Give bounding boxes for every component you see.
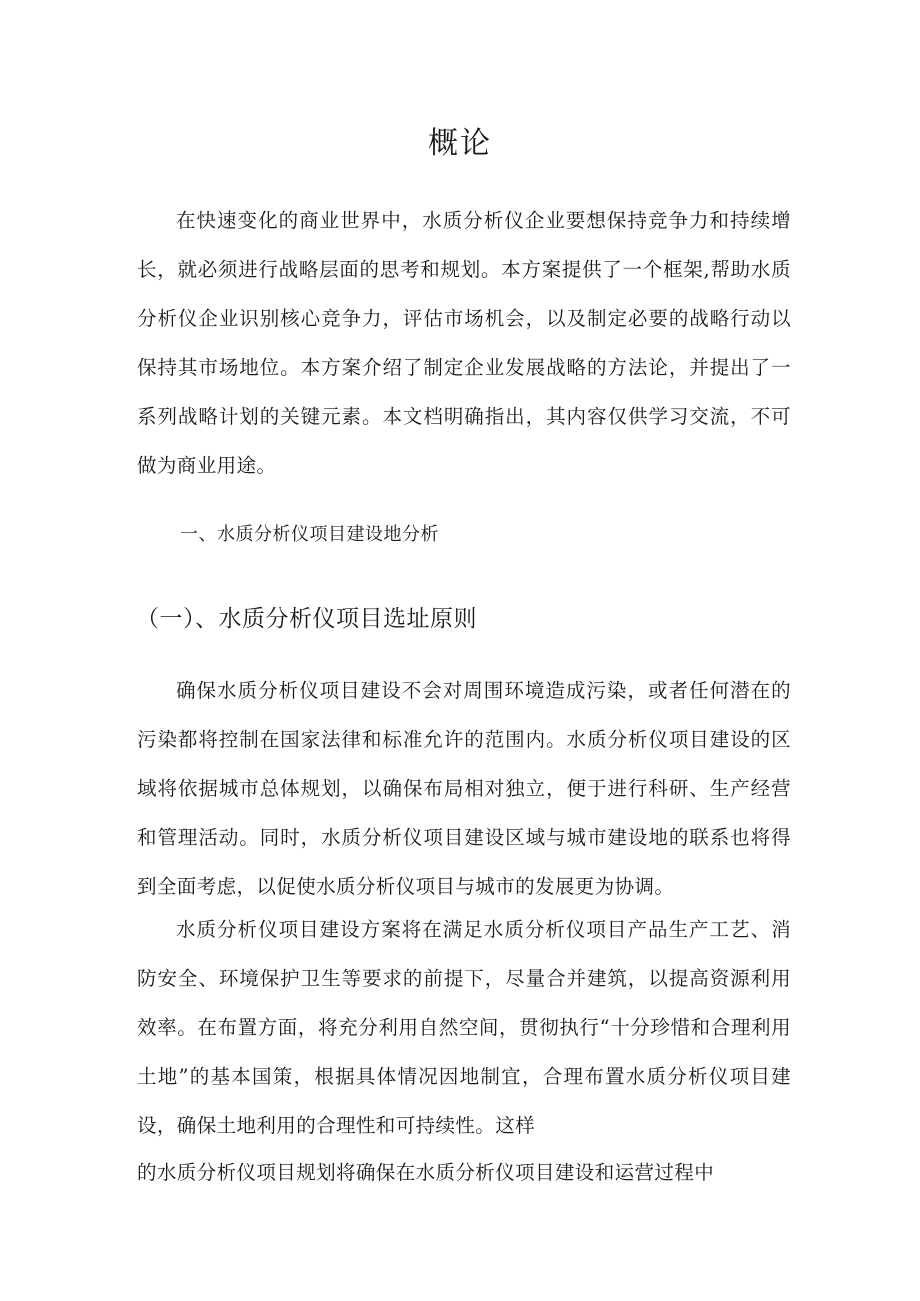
intro-paragraph: 在快速变化的商业世界中，水质分析仪企业要想保持竞争力和持续增长，就必须进行战略层面的思考和规划。本方案提供了一个框架,帮助水质分析仪企业识别核心竞争力，评估市场机会，以及制定必要的战略行动以保持其市场地位。本方案介绍了制定企业发展战略的方法论，并提出了一系列战略计划的关键元素。本文档明确指出，其内容仅供学习交流，不可做为商业用途。: [137, 209, 791, 477]
body-paragraph-1: 确保水质分析仪项目建设不会对周围环境造成污染，或者任何潜在的污染都将控制在国家法律和标准允许的范围内。水质分析仪项目建设的区域将依据城市总体规划，以确保布局相对独立，便于进行科研、生产经营和管理活动。同时，水质分析仪项目建设区域与城市建设地的联系也将得到全面考虑，以促使水质分析仪项目与城市的发展更为协调。: [137, 679, 791, 898]
body-paragraph-2: 水质分析仪项目建设方案将在满足水质分析仪项目产品生产工艺、消防安全、环境保护卫生等要求的前提下，尽量合并建筑，以提高资源利用效率。在布置方面，将充分利用自然空间，贯彻执行“十分珍惜和合理利用土地”的基本国策，根据具体情况因地制宜，合理布置水质分析仪项目建设，确保土地利用的合理性和可持续性。这样: [137, 918, 791, 1137]
document-title: 概论: [428, 126, 492, 161]
subsection-heading: （一）、水质分析仪项目选址原则: [136, 606, 477, 632]
trailing-line: 的水质分析仪项目规划将确保在水质分析仪项目建设和运营过程中: [137, 1161, 715, 1184]
section-heading: 一、水质分析仪项目建设地分析: [180, 524, 439, 545]
